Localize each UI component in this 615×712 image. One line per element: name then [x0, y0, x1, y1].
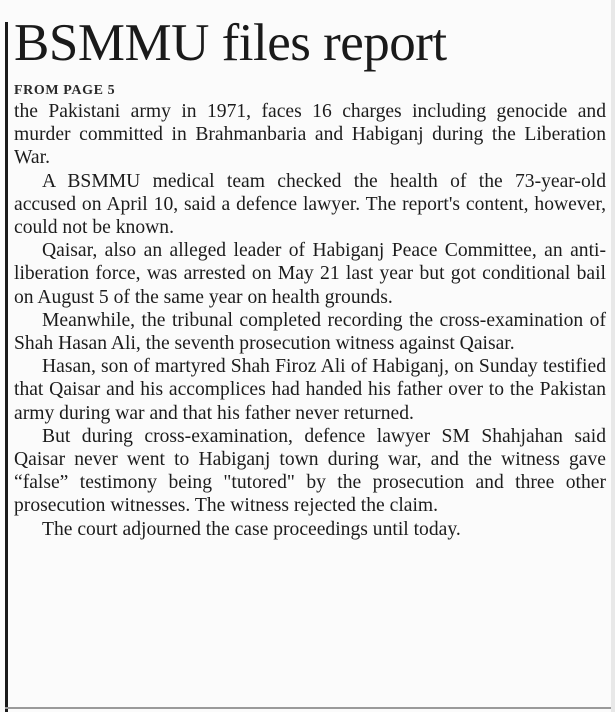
bottom-rule	[5, 707, 615, 709]
headline: BSMMU files report	[14, 14, 447, 72]
article-paragraph: The court adjourned the case proceedings until today.	[42, 518, 461, 540]
article-paragraph: But during cross-examination, defence lawyer SM Shahjahan said Qaisar never went to Habiganj town during war, and the witness gave “false” testimony being "tutored" by the prosecution and three other prosecution witnesses. The witness rejected the claim.	[14, 425, 606, 517]
continuation-kicker: FROM PAGE 5	[14, 83, 116, 98]
article-paragraph: Qaisar, also an alleged leader of Habiganj Peace Committee, an anti-liberation force, was arrested on May 21 last year but got conditional bail on August 5 of the same year on health grounds.	[14, 240, 606, 308]
article-paragraph: A BSMMU medical team checked the health of the 73-year-old accused on April 10, said a defence lawyer. The report's content, however, could not be known.	[14, 170, 606, 239]
article-paragraph: Hasan, son of martyred Shah Firoz Ali of Habiganj, on Sunday testified that Qaisar and his accomplices had handed his father over to the Pakistan army during war and that his father never returned.	[14, 356, 606, 424]
left-column-rule	[5, 22, 8, 712]
right-edge-shade	[611, 0, 615, 712]
article-body	[14, 100, 606, 541]
article-paragraph: Meanwhile, the tribunal completed recording the cross-examination of Shah Hasan Ali, the seventh prosecution witness against Qaisar.	[14, 309, 606, 355]
article-paragraph: the Pakistani army in 1971, faces 16 charges including genocide and murder committed in Brahmanbaria and Habiganj during the Liberation War.	[14, 101, 606, 169]
